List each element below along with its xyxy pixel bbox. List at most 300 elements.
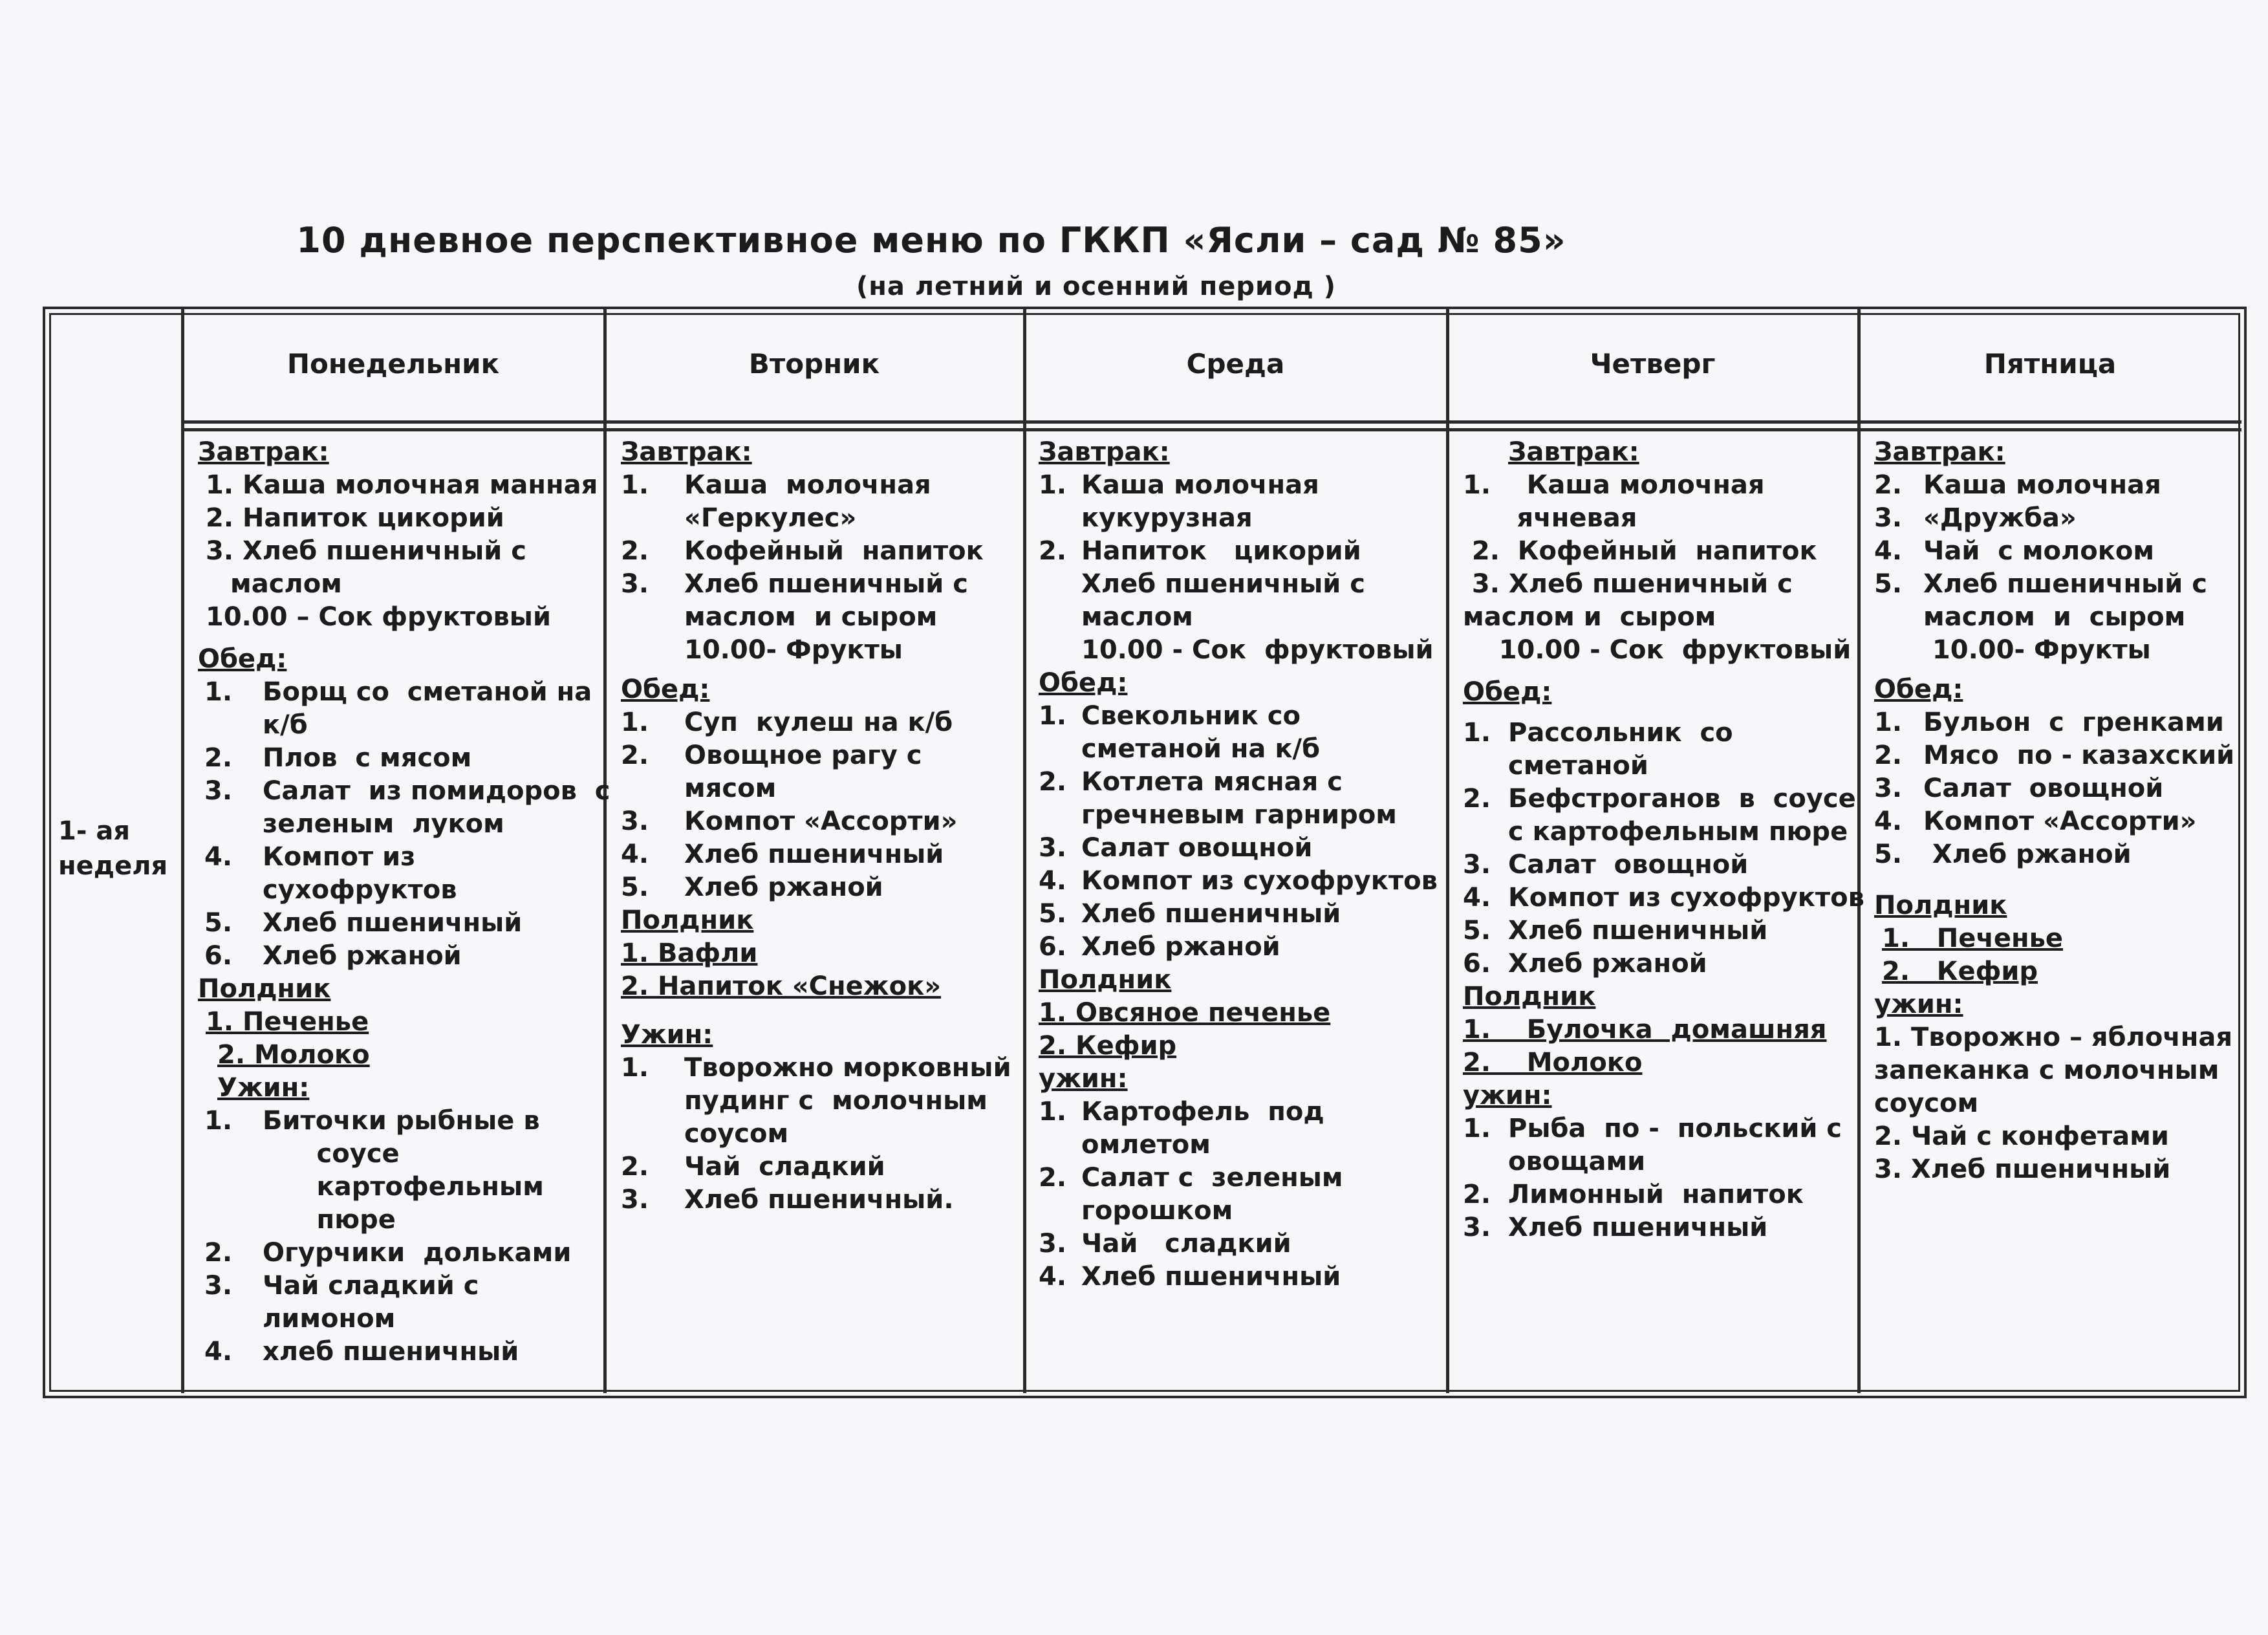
item-number: 2. [204,1238,233,1268]
lunch-list [198,676,610,973]
item-text: Рыба по - польский с [1508,1114,1842,1143]
section-label-dinner: ужин: [1463,1081,1552,1110]
section-label-lunch: Обед: [198,644,287,674]
item-number: 2. [1463,784,1491,814]
item-number: 4. [1039,866,1067,896]
menu-item [621,1151,1015,1184]
item-number [1039,799,1081,832]
menu-line: 1. Творожно – яблочная [1874,1023,2233,1052]
item-text: Плов с мясом [263,743,472,773]
item-text: маслом и сыром [1923,602,2186,632]
item-number: 6. [204,941,233,971]
item-text: гречневым гарниром [1081,800,1397,830]
item-text: Рассольник со [1508,718,1733,748]
section-label-snack: Полдник [1874,891,2007,920]
item-text: Салат овощной [1081,833,1313,863]
item-text: Хлеб пшеничный [263,908,523,938]
item-text: маслом [1081,602,1193,632]
menu-item [1874,838,2236,871]
column-divider [1023,307,1026,1393]
column-divider [1857,307,1861,1393]
menu-item [198,742,599,775]
menu-item [621,535,1015,568]
item-text: горошком [1081,1196,1233,1226]
item-text: Свекольник со [1081,701,1301,731]
item-text: Чай с молоком [1923,536,2155,566]
week-label-line: неделя [58,851,168,881]
menu-item [621,601,1015,634]
section-label-dinner: Ужин: [621,1020,713,1050]
item-text: 10.00- Фрукты [1923,635,2151,665]
item-number [204,1138,263,1171]
item-number: 3. [1463,1213,1491,1242]
menu-item [198,709,599,742]
item-text: омлетом [1081,1130,1211,1160]
item-text: Напиток цикорий [1081,536,1361,566]
item-number: 3. [1039,833,1067,863]
item-number: 5. [1039,899,1067,929]
menu-item [621,1085,1015,1118]
menu-item [198,775,610,808]
item-number: 1. [1463,718,1491,748]
item-text: Бефстроганов в соусе [1508,784,1856,814]
header-row-divider [181,428,2241,431]
snack-item: 2. Молоко [1463,1048,1643,1077]
item-number: 4. [204,1337,233,1367]
item-text: Компот из сухофруктов [1081,866,1438,896]
menu-item [1039,799,1443,832]
item-number: 1. [621,708,649,737]
menu-item [198,1336,599,1369]
item-number [1039,1129,1081,1162]
menu-item [1463,915,1851,947]
menu-item [1874,568,2236,601]
item-number [204,1171,263,1204]
section-label-breakfast: Завтрак: [198,437,329,467]
item-number: 3. [204,1271,233,1301]
menu-item [1874,706,2236,739]
section-label-lunch: Обед: [621,675,710,704]
menu-item [1039,700,1443,733]
item-number [1463,750,1508,783]
menu-item [621,634,1015,667]
item-text: пудинг с молочным [684,1086,988,1116]
menu-item [1874,502,2236,535]
menu-cell-thursday [1463,436,1864,1244]
menu-item [1463,882,1864,915]
item-text: «Дружба» [1923,503,2077,533]
item-number: 6. [1039,932,1067,962]
menu-item [621,1184,1015,1217]
item-text: Компот «Ассорти» [684,807,958,836]
menu-item [198,1237,599,1270]
item-number: 2. [621,536,649,566]
item-number [1039,1195,1081,1228]
column-divider [181,307,184,1393]
item-text: Каша молочная [1923,470,2161,500]
item-number [1039,733,1081,766]
item-text: Хлеб пшеничный с [1923,569,2207,599]
section-label-snack: Полдник [1039,965,1172,995]
menu-line: маслом [230,569,342,599]
menu-line: 3. Хлеб пшеничный с [1463,569,1793,599]
item-number: 1. [1874,708,1903,737]
item-text: Хлеб ржаной [1508,949,1707,979]
day-header-friday: Пятница [1983,348,2117,380]
lunch-list [1463,717,1864,980]
day-header-thursday: Четверг [1590,348,1716,380]
item-text: Хлеб пшеничный [684,839,944,869]
item-text: овощами [1508,1147,1646,1176]
menu-item [621,568,1015,601]
item-number: 5. [1874,839,1903,869]
menu-line: 1. Каша молочная манная [206,470,598,500]
item-number: 2. [1874,741,1903,770]
item-number [1039,634,1081,667]
item-number [204,709,263,742]
item-text: Компот из [263,842,416,872]
menu-item [198,1270,599,1303]
item-text: зеленым луком [263,809,504,839]
menu-item [621,838,1015,871]
item-number: 4. [1874,807,1903,836]
item-number: 1. [204,677,233,707]
snack-item: 1. Печенье [206,1007,369,1037]
menu-item [1039,1129,1443,1162]
menu-item [1039,1195,1443,1228]
snack-item: 2. Кефир [1882,957,2038,986]
item-number: 5. [1463,916,1491,946]
menu-item [198,808,599,841]
week-label [58,814,167,883]
menu-line: 3. Хлеб пшеничный с [206,536,526,566]
item-text: пюре [263,1205,396,1235]
section-label-dinner: Ужин: [217,1073,310,1103]
item-text: Хлеб пшеничный [1508,916,1768,946]
item-text: Картофель под [1081,1097,1324,1127]
menu-item [1039,766,1443,799]
item-number: 2. [204,743,233,773]
section-label-breakfast: Завтрак: [1508,437,1639,467]
menu-line: 2. Чай с конфетами [1874,1121,2169,1151]
menu-item [621,502,1015,535]
header-row-divider [181,420,2241,424]
item-text: Чай сладкий [684,1152,885,1182]
breakfast-list [1039,469,1443,667]
menu-line: 1. Каша молочная [1463,470,1765,500]
item-number [621,634,684,667]
menu-item [621,871,1015,904]
menu-item [1039,502,1443,535]
menu-item [1463,1178,1851,1211]
item-text: Каша молочная [1081,470,1319,500]
menu-item [1039,898,1443,931]
section-label-snack: Полдник [621,905,754,935]
item-text: Хлеб ржаной [1923,839,2132,869]
menu-cell-wednesday [1039,436,1443,1294]
document-title: 10 дневное перспективное меню по ГККП «Ясли – сад № 85» [296,220,1566,261]
day-header-wednesday: Среда [1186,348,1285,380]
snack-item: 1. Вафли [621,938,758,968]
item-text: с картофельным пюре [1508,817,1848,847]
item-number: 1. [1039,1097,1067,1127]
menu-item [621,706,1015,739]
item-text: соусе [263,1139,400,1169]
menu-line: запеканка с молочным [1874,1056,2219,1085]
item-text: Чай сладкий [1081,1229,1291,1259]
item-number: 2. [1039,1163,1067,1193]
item-number: 4. [621,839,649,869]
section-label-snack: Полдник [1463,982,1596,1012]
menu-item [1039,601,1443,634]
menu-item [1039,865,1443,898]
item-number: 1. [1039,701,1067,731]
menu-item [1463,1112,1851,1145]
item-number: 3. [1874,503,1903,533]
menu-item [1039,733,1443,766]
item-text: к/б [263,710,308,740]
item-number: 1. [1039,470,1067,500]
menu-line: ячневая [1463,503,1637,533]
item-text: Каша молочная [684,470,931,500]
item-number [621,502,684,535]
day-header-tuesday: Вторник [748,348,880,380]
menu-cell-friday [1874,436,2236,1186]
item-number: 1. [1463,1114,1491,1143]
item-text: Салат овощной [1923,774,2164,803]
item-number: 4. [1463,883,1491,913]
item-text: Лимонный напиток [1508,1180,1804,1209]
item-text: «Геркулес» [684,503,857,533]
menu-item [1039,568,1443,601]
menu-item [1039,931,1443,964]
item-text: Бульон с гренками [1923,708,2224,737]
item-number: 5. [204,908,233,938]
item-number [204,874,263,907]
menu-cell-tuesday [621,436,1015,1217]
menu-item [198,841,599,874]
menu-item [1039,1228,1443,1261]
item-text: Компот «Ассорти» [1923,807,2197,836]
item-text: Компот из сухофруктов [1508,883,1864,913]
item-number: 2. [621,1152,649,1182]
item-number: 3. [1874,774,1903,803]
item-text: Суп кулеш на к/б [684,708,953,737]
section-label-breakfast: Завтрак: [1874,437,2005,467]
item-text: кукурузная [1081,503,1253,533]
item-text: картофельным [263,1172,544,1202]
item-text: Чай сладкий с [263,1271,479,1301]
item-number: 5. [1874,569,1903,599]
section-label-dinner: ужин: [1874,990,1963,1019]
item-number: 3. [1463,850,1491,880]
column-divider [1446,307,1449,1393]
section-label-breakfast: Завтрак: [621,437,752,467]
breakfast-list [621,469,1015,667]
menu-item [198,1138,599,1171]
day-header-monday: Понедельник [286,348,500,380]
menu-line: 2. Напиток цикорий [206,503,504,533]
menu-item [1039,832,1443,865]
menu-item [1463,849,1851,882]
week-label-line: 1- ая [58,816,131,846]
breakfast-list [1874,469,2236,667]
menu-item [621,1052,1015,1085]
item-text: Салат из помидоров с [263,776,610,806]
menu-item [621,739,1015,772]
item-text: Овощное рагу с [684,741,922,770]
item-text: сухофруктов [263,875,457,905]
menu-item [1463,1145,1851,1178]
item-text: сметаной [1508,751,1648,781]
menu-item [198,1303,599,1336]
item-number [1874,601,1923,634]
item-number: 3. [621,807,649,836]
item-number [1039,601,1081,634]
item-number [621,601,684,634]
item-number: 5. [621,872,649,902]
item-number [204,808,263,841]
menu-item [1874,805,2236,838]
menu-line: 3. Хлеб пшеничный [1874,1154,2171,1184]
menu-item [621,1118,1015,1151]
item-number: 3. [1039,1229,1067,1259]
item-number: 1. [204,1106,233,1136]
item-number [1039,502,1081,535]
item-text: соусом [684,1119,789,1149]
item-text: Кофейный напиток [684,536,984,566]
menu-item [1463,1211,1851,1244]
item-number [1874,634,1923,667]
item-text: лимоном [263,1304,396,1334]
menu-item [621,469,1015,502]
menu-line: 10.00 - Сок фруктовый [1463,635,1852,665]
item-number: 1. [621,470,649,500]
section-label-lunch: Обед: [1463,677,1552,707]
menu-item [198,1105,599,1138]
menu-item [1039,1096,1443,1129]
item-text: Творожно морковный [684,1053,1011,1083]
item-number: 2. [1463,1180,1491,1209]
item-number [1463,1145,1508,1178]
menu-item [1874,739,2236,772]
menu-item [1463,750,1851,783]
section-label-snack: Полдник [198,974,331,1004]
item-text: Хлеб пшеничный [1081,899,1341,929]
menu-item [1463,947,1851,980]
item-number: 3. [621,569,649,599]
menu-item [621,772,1015,805]
item-text: Хлеб ржаной [1081,932,1280,962]
snack-item: 2. Напиток «Снежок» [621,971,942,1001]
menu-line: 10.00 – Сок фруктовый [206,602,552,632]
menu-item [1463,783,1856,816]
menu-item [198,907,599,940]
item-text: Мясо по - казахский [1923,741,2235,770]
item-text: Хлеб пшеничный с [684,569,968,599]
item-number [1039,568,1081,601]
item-text: Котлета мясная с [1081,767,1343,797]
column-divider [603,307,607,1393]
dinner-list [198,1105,599,1369]
menu-line: соусом [1874,1088,1979,1118]
menu-item [1874,772,2236,805]
menu-line: 2. Кофейный напиток [1463,536,1817,566]
item-text: хлеб пшеничный [263,1337,519,1367]
menu-item [1039,1261,1443,1294]
menu-item [1039,469,1443,502]
dinner-list [621,1052,1015,1217]
item-number [621,1085,684,1118]
menu-item [198,676,599,709]
item-number [621,1118,684,1151]
lunch-list [1874,706,2236,871]
snack-item: 1. Булочка домашняя [1463,1015,1827,1045]
item-text: Биточки рыбные в [263,1106,540,1136]
dinner-list [1039,1096,1443,1294]
item-text: Хлеб пшеничный [1081,1262,1341,1292]
snack-item: 2. Кефир [1039,1031,1177,1061]
snack-item: 1. Овсяное печенье [1039,998,1331,1028]
menu-item [1039,1162,1443,1195]
document-subtitle: (на летний и осенний период ) [856,272,1336,301]
menu-item [1874,601,2236,634]
menu-item [621,805,1015,838]
item-text: Хлеб пшеничный [1508,1213,1768,1242]
item-number [204,1303,263,1336]
item-number: 2. [1039,767,1067,797]
item-text: Огурчики дольками [263,1238,572,1268]
item-number: 4. [1039,1262,1067,1292]
menu-item [198,874,599,907]
item-text: Хлеб пшеничный с [1081,569,1365,599]
item-text: сметаной на к/б [1081,734,1321,764]
section-label-breakfast: Завтрак: [1039,437,1170,467]
section-label-lunch: Обед: [1874,675,1963,704]
item-number: 4. [1874,536,1903,566]
item-number: 3. [621,1185,649,1215]
item-number: 2. [621,741,649,770]
menu-item [1874,535,2236,568]
item-text: Хлеб пшеничный. [684,1185,954,1215]
item-number: 1. [621,1053,649,1083]
section-label-lunch: Обед: [1039,668,1128,698]
menu-cell-monday [198,436,610,1369]
item-number: 3. [204,776,233,806]
item-text: 10.00- Фрукты [684,635,903,665]
lunch-list [621,706,1015,904]
item-number [204,1204,263,1237]
menu-item [1874,469,2236,502]
item-text: Салат с зеленым [1081,1163,1343,1193]
menu-item [1874,634,2236,667]
item-text: Борщ со сметаной на [263,677,592,707]
item-text: Хлеб ржаной [263,941,462,971]
lunch-list [1039,700,1443,964]
item-number [1463,816,1508,849]
menu-item [198,1204,599,1237]
item-number: 2. [1874,470,1903,500]
item-number: 6. [1463,949,1491,979]
menu-line: маслом и сыром [1463,602,1716,632]
item-text: мясом [684,774,777,803]
menu-item [1039,535,1443,568]
menu-item [1463,816,1851,849]
item-number: 2. [1039,536,1067,566]
item-number [621,772,684,805]
dinner-list [1463,1112,1851,1244]
item-text: 10.00 - Сок фруктовый [1081,635,1434,665]
